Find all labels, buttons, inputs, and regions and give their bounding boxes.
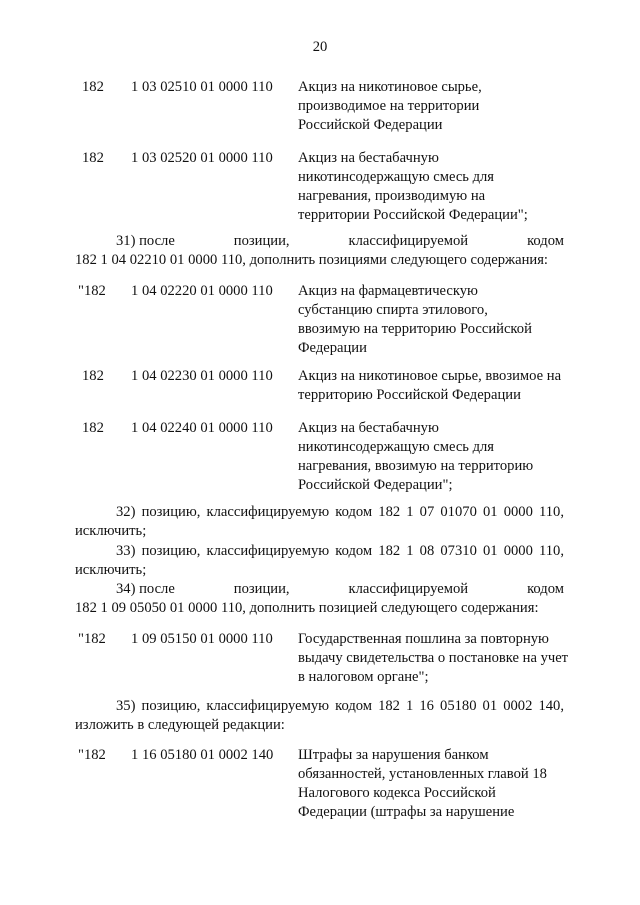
- paragraph-item-31: [75, 232, 564, 270]
- word: кодом: [527, 233, 564, 249]
- agency-code: 182: [82, 79, 104, 95]
- paragraph-item-35: 35) позицию, классифицируемую кодом 182 1 16 05180 01 0002 140, изложить в следующей редакции:: [75, 698, 564, 733]
- budget-code: 1 04 02240 01 0000 110: [131, 420, 273, 436]
- row-description: Акциз на бестабачную никотинсодержащую смесь для нагревания, ввозимую на территорию Российской Федерации";: [298, 420, 534, 493]
- paragraph-line: [75, 580, 564, 599]
- row-description: Акциз на никотиновое сырье, ввозимое на территорию Российской Федерации: [298, 368, 562, 403]
- row-description: Акциз на бестабачную никотинсодержащую смесь для нагревания, производимую на территории Российской Федерации";: [298, 150, 528, 223]
- word: классифицируемой: [348, 233, 469, 249]
- paragraph-item-34: [75, 580, 564, 618]
- budget-code: 1 09 05150 01 0000 110: [131, 631, 273, 647]
- word: позиции,: [233, 581, 290, 597]
- word: 31) после: [116, 233, 175, 249]
- word: позиции,: [233, 233, 290, 249]
- agency-code: "182: [78, 747, 106, 763]
- word: классифицируемой: [348, 581, 469, 597]
- budget-code: 1 04 02230 01 0000 110: [131, 368, 273, 384]
- agency-code: 182: [82, 368, 104, 384]
- agency-code: 182: [82, 420, 104, 436]
- paragraph-line: 182 1 04 02210 01 0000 110, дополнить позициями следующего содержания:: [75, 252, 548, 268]
- row-description: Государственная пошлина за повторную выдачу свидетельства о постановке на учет в налоговом органе";: [298, 631, 569, 685]
- page-number: 20: [312, 39, 328, 55]
- word: кодом: [527, 581, 564, 597]
- paragraph-item-33: 33) позицию, классифицируемую кодом 182 1 08 07310 01 0000 110, исключить;: [75, 543, 564, 578]
- row-description: Штрафы за нарушения банком обязанностей, установленных главой 18 Налогового кодекса Российской Федерации (штрафы за нарушение: [298, 747, 547, 820]
- paragraph-item-32: 32) позицию, классифицируемую кодом 182 1 07 01070 01 0000 110, исключить;: [75, 504, 564, 539]
- row-description: Акциз на никотиновое сырье, производимое на территории Российской Федерации: [298, 79, 482, 133]
- budget-code: 1 03 02510 01 0000 110: [131, 79, 273, 95]
- agency-code: "182: [78, 631, 106, 647]
- word: 34) после: [116, 581, 175, 597]
- budget-code: 1 03 02520 01 0000 110: [131, 150, 273, 166]
- budget-code: 1 16 05180 01 0002 140: [131, 747, 274, 763]
- budget-code: 1 04 02220 01 0000 110: [131, 283, 273, 299]
- row-description: Акциз на фармацевтическую субстанцию спирта этилового, ввозимую на территорию Российской Федерации: [298, 283, 532, 356]
- agency-code: "182: [78, 283, 106, 299]
- agency-code: 182: [82, 150, 104, 166]
- paragraph-line: [75, 232, 564, 251]
- paragraph-line: 182 1 09 05050 01 0000 110, дополнить позицией следующего содержания:: [75, 600, 539, 616]
